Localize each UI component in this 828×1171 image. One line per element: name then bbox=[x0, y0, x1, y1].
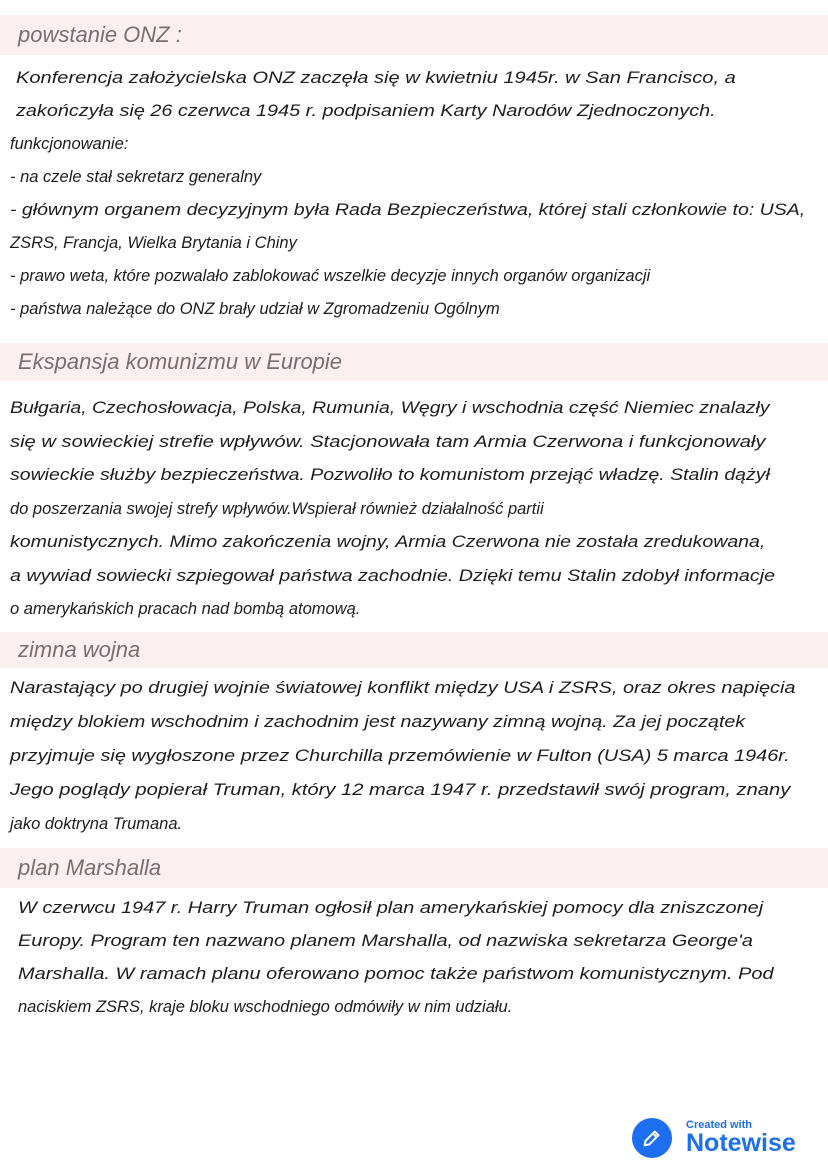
text-line: między blokiem wschodnim i zachodnim jest nazywany zimną wojną. Za jej początek bbox=[10, 713, 746, 731]
section-header bbox=[0, 15, 828, 55]
text-line: do poszerzania swojej strefy wpływów.Wspierał również działalność partii bbox=[10, 499, 544, 518]
text-line: o amerykańskich pracach nad bombą atomową. bbox=[10, 600, 361, 618]
text-line: się w sowieckiej strefie wpływów. Stacjonowała tam Armia Czerwona i funkcjonowały bbox=[10, 432, 766, 451]
text-line: Jego poglądy popierał Truman, który 12 marca 1947 r. przedstawił swój program, znany bbox=[10, 781, 791, 799]
created-with-label: Created with bbox=[686, 1119, 753, 1131]
text-line: sowieckie służby bezpieczeństwa. Pozwoliło to komunistom przejąć władzę. Stalin dążył bbox=[10, 466, 770, 484]
text-line: - państwa należące do ONZ brały udział w Zgromadzeniu Ogólnym bbox=[10, 300, 500, 318]
text-line: jako doktryna Trumana. bbox=[10, 815, 183, 833]
section-header bbox=[0, 343, 828, 381]
section-header bbox=[0, 848, 828, 888]
text-line: ZSRS, Francja, Wielka Brytania i Chiny bbox=[10, 234, 297, 252]
section-title: plan Marshalla bbox=[18, 855, 162, 880]
text-line: - prawo weta, które pozwalało zablokować wszelkie decyzje innych organów organizacji bbox=[10, 267, 651, 285]
section-header bbox=[0, 632, 828, 668]
brand-name: Notewise bbox=[686, 1129, 796, 1157]
text-line: - głównym organem decyzyjnym była Rada Bezpieczeństwa, której stali członkowie to: USA, bbox=[10, 201, 806, 219]
text-line: naciskiem ZSRS, kraje bloku wschodniego odmówiły w nim udziału. bbox=[18, 998, 513, 1016]
text-line: Europy. Program ten nazwano planem Marshalla, od nazwiska sekretarza George'a bbox=[18, 932, 753, 950]
notewise-badge bbox=[632, 1118, 796, 1158]
text-line: W czerwcu 1947 r. Harry Truman ogłosił plan amerykańskiej pomocy dla zniszczonej bbox=[18, 899, 764, 917]
section-title: Ekspansja komunizmu w Europie bbox=[18, 349, 343, 374]
text-line: zakończyła się 26 czerwca 1945 r. podpisaniem Karty Narodów Zjednoczonych. bbox=[16, 102, 716, 120]
text-line: komunistycznych. Mimo zakończenia wojny, Armia Czerwona nie została zredukowana, bbox=[10, 533, 766, 551]
text-line: Bułgaria, Czechosłowacja, Polska, Rumunia, Węgry i wschodnia część Niemiec znalazły bbox=[10, 399, 770, 417]
text-line: - na czele stał sekretarz generalny bbox=[10, 168, 262, 186]
text-line: Marshalla. W ramach planu oferowano pomoc także państwom komunistycznym. Pod bbox=[18, 965, 774, 983]
text-line: przyjmuje się wygłoszone przez Churchilla przemówienie w Fulton (USA) 5 marca 1946r. bbox=[10, 747, 790, 765]
text-line: Konferencja założycielska ONZ zaczęła się w kwietniu 1945r. w San Francisco, a bbox=[16, 69, 736, 87]
text-line: Narastający po drugiej wojnie światowej konflikt między USA i ZSRS, oraz okres napięcia bbox=[10, 679, 796, 697]
pencil-icon bbox=[632, 1118, 672, 1158]
text-line: funkcjonowanie: bbox=[10, 135, 129, 153]
section-title: powstanie ONZ : bbox=[18, 22, 182, 47]
text-line: a wywiad sowiecki szpiegował państwa zachodnie. Dzięki temu Stalin zdobył informacje bbox=[10, 566, 776, 585]
section-title: zimna wojna bbox=[18, 637, 141, 662]
